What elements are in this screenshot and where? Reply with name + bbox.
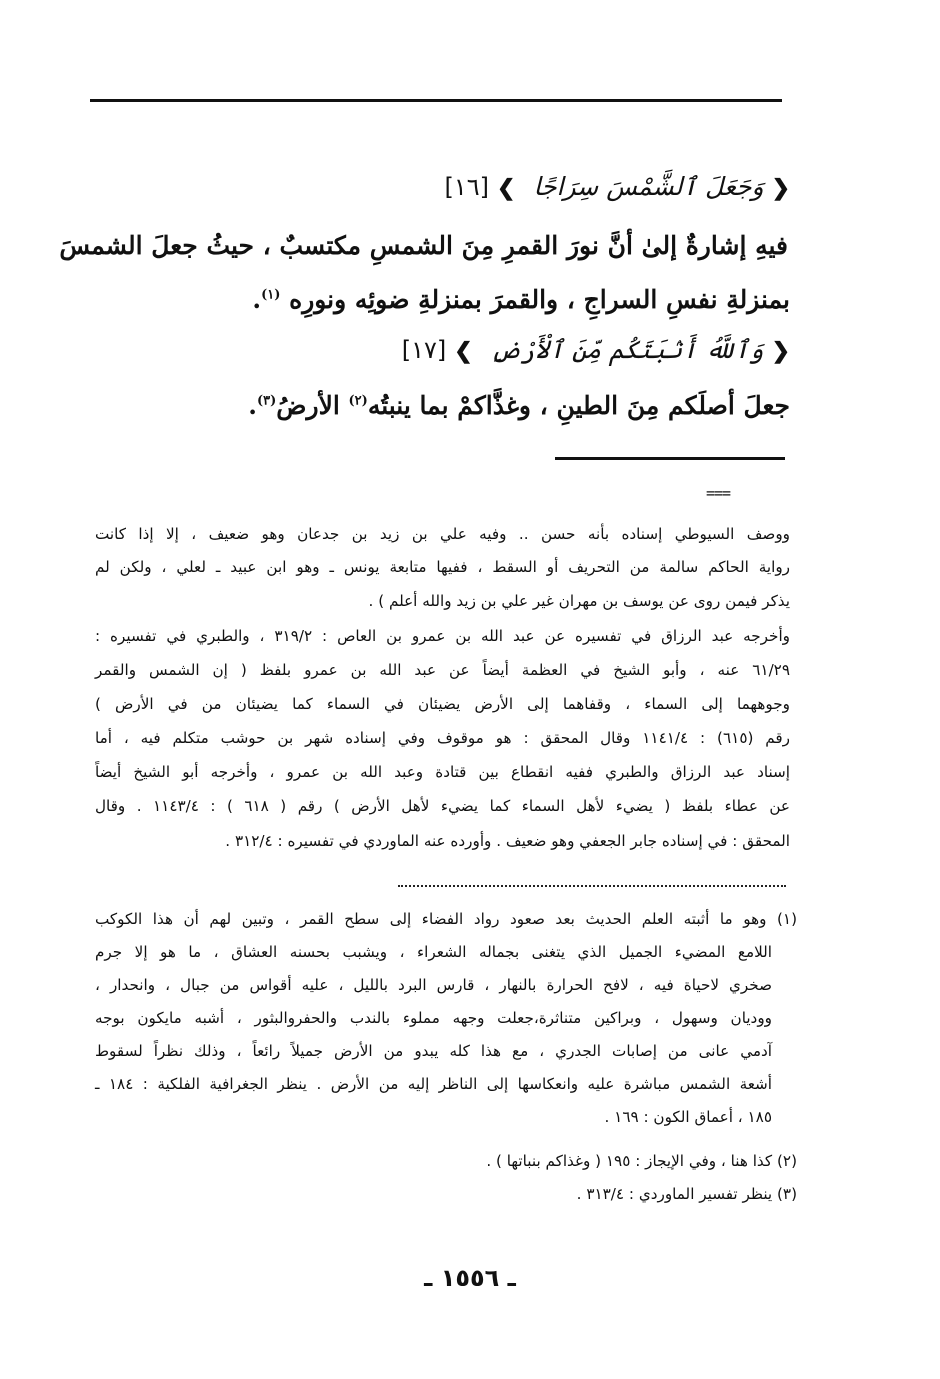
- commentary-line: بمنزلةِ نفسِ السراجِ ، والقمرَ بمنزلةِ ضوئِه ونورِه $^{(١)}$.: [252, 285, 790, 314]
- commentary-text: بمنزلةِ نفسِ السراجِ ، والقمرَ بمنزلةِ ضوئِه ونورِه: [289, 285, 790, 314]
- commentary-text: جعلَ أصلَكم مِنَ الطينِ ، وغذَّاكمْ بما ينبتُه: [367, 391, 790, 420]
- footnote-marker: (١): [261, 287, 281, 303]
- page-number: ـ ١٥٥٦ ـ: [424, 1264, 516, 1292]
- verse-text: وَجَعَلَ ٱلشَّمْسَ سِرَاجًا: [533, 172, 764, 201]
- footnote-line: اللامع المضيء الجميل الذي يتغنى بجماله الشعراء ، ويشبب بحسنه العشاق ، ما هو إلا جرم: [95, 943, 772, 961]
- quran-verse-17: [90, 328, 790, 372]
- footnote-line: صخري لاحياة فيه ، لافح الحرارة بالنهار ، قارس البرد بالليل ، عليه أقواس من جبال ، وانحدار ،: [95, 976, 772, 994]
- verse-number: [١٦]: [444, 173, 490, 201]
- quran-verse-16: [90, 165, 790, 209]
- footnote-line: ١٨٥ ، أعماق الكون : ١٦٩ .: [604, 1108, 772, 1126]
- verse-number: [١٧]: [401, 336, 447, 364]
- footnote-line: ٦١/٢٩ عنه ، وأبو الشيخ في العظمة أيضاً عن عبد الله بن عمرو بلفظ ( إن الشمس والقمر: [95, 661, 790, 679]
- footnote-line: ووصف السيوطي إسناده بأنه حسن .. وفيه علي بن زيد بن جدعان وهو ضعيف ، إلا إذا كانت: [95, 525, 790, 543]
- commentary-text: .: [248, 391, 257, 420]
- footnote-line: (٣) ينظر تفسير الماوردي : ٣١٣/٤ .: [576, 1185, 797, 1203]
- footnote-line: رواية الحاكم سالمة من التحريف أو السقط ، ففيها متابعة يونس ـ وهو ابن عبيد ـ لعلي ، ولكن لم: [95, 558, 790, 576]
- footnote-line: آدمي عانى من إصابات الجدري ، مع هذا كله يبدو من الأرض جميلاً رائعاً ، وذلك نظراً لسقوط: [95, 1042, 772, 1060]
- footnote-line: (٢) كذا هنا ، وفي الإيجاز : ١٩٥ ( وغذاكم بنباتها ) .: [486, 1152, 797, 1170]
- header-rule: [90, 99, 782, 102]
- commentary-line: [90, 378, 790, 434]
- verse-text: وَٱللَّهُ أَنۢبَتَكُم مِّنَ ٱلْأَرْضِ: [490, 335, 764, 364]
- commentary-line: فيهِ إشارةٌ إلىٰ أنَّ نورَ القمرِ مِنَ الشمسِ مكتسبٌ ، حيثُ جعلَ الشمسَ: [59, 231, 788, 260]
- footnote-line: يذكر فيمن روى عن يوسف بن مهران غير علي بن زيد والله أعلم ) .: [368, 592, 790, 610]
- footnote-line: وأخرجه عبد الرزاق في تفسيره عن عبد الله بن عمرو بن العاص : ٣١٩/٢ ، والطبري في تفسيره :: [95, 627, 790, 645]
- ornate-bracket-open: ❮: [771, 338, 790, 364]
- ornate-bracket-close: ❯: [454, 338, 473, 364]
- footnote-line: عن عطاء بلفظ ( يضيء لأهل السماء كما يضيء لأهل الأرض ) رقم ( ٦١٨ ) : ١١٤٣/٤ . وقال: [95, 797, 790, 815]
- footnote-line: رقم (٦١٥) : ١١٤١/٤ وقال المحقق : هو موقوف وفي إسناده شهر بن حوشب متكلم فيه ، أما: [95, 729, 790, 747]
- footnote-line: إسناد عبد الرزاق والطبري ففيه انقطاع بين قتادة وعبد الله بن عمرو ، وأخرجه أبو الشيخ أيضاً: [95, 763, 790, 781]
- footnote-marker: (٢): [348, 393, 368, 409]
- footnote-line: (١) وهو ما أثبته العلم الحديث بعد صعود رواد الفضاء إلى سطح القمر ، وتبين لهم أن هذا الكوكب: [95, 910, 797, 928]
- footnote-line: ووديان وسهول ، وبراكين متناثرة،جعلت وجهه مملوء بالندب والحفروالبثور ، أشبه مايكون بوجه: [95, 1009, 772, 1027]
- commentary-text: الأرضُ: [276, 391, 349, 420]
- continuation-mark: ===: [706, 484, 731, 502]
- ornate-bracket-open: ❮: [771, 175, 790, 201]
- footnote-line: المحقق : في إسناده جابر الجعفي وهو ضعيف . وأورده عنه الماوردي في تفسيره : ٣١٢/٤ .: [225, 832, 790, 850]
- footnote-line: وجوههما إلى السماء ، وقفاهما إلى الأرض يضيئان في السماء كما يضيئان من في الأرض ): [95, 695, 790, 713]
- ornate-bracket-close: ❯: [497, 175, 516, 201]
- dotted-separator: [398, 885, 786, 887]
- footnote-line: أشعة الشمس مباشرة عليه وانعكاسها إلى الناظر إليه من الأرض . ينظر الجغرافية الفلكية : ١٨٤ ـ: [95, 1075, 772, 1093]
- footnote-separator: [555, 457, 785, 460]
- footnote-marker: (٣): [257, 393, 277, 409]
